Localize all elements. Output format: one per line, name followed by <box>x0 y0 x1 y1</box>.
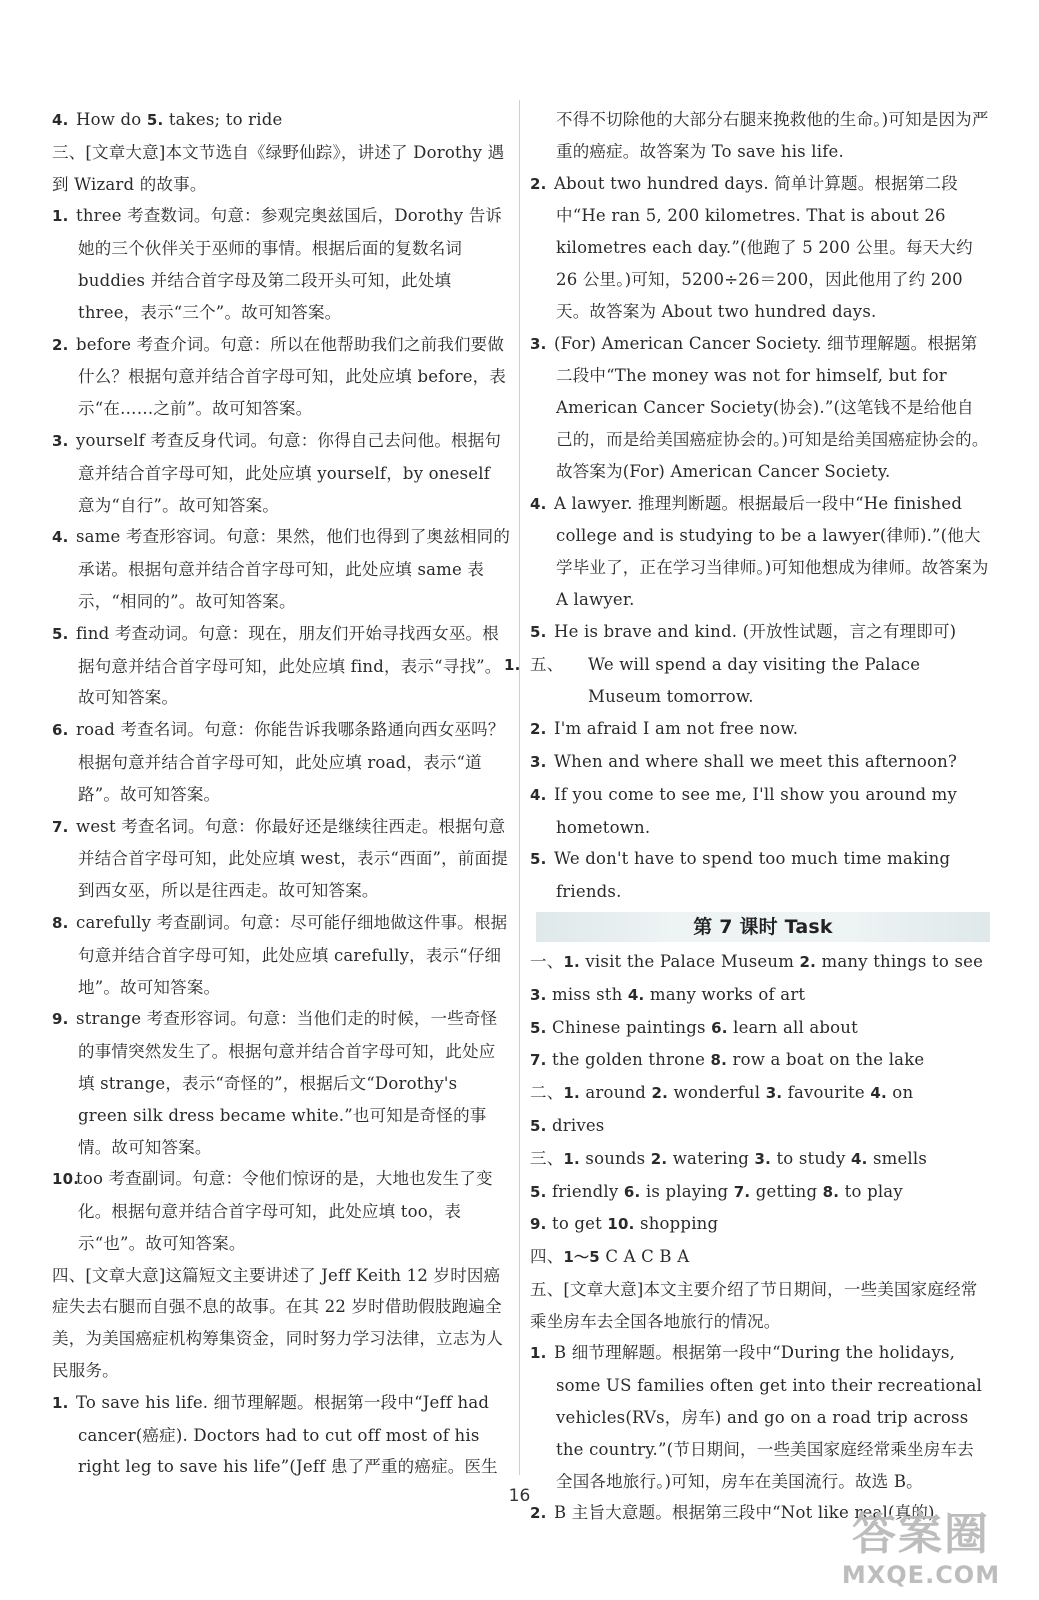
answer-item: 9. strange 考查形容词。句意：当他们走的时候，一些奇怪的事情突然发生了。根据句意并结合首字母可知，此处应填 strange，表示“奇怪的”，根据后文“Dorothy's green silk dress became white.”也可知是奇怪的事情。故可知答案。 <box>52 1009 498 1157</box>
answer-item: 5. We don't have to spend too much time making friends. <box>530 849 951 902</box>
answer-line: 二、1. around 2. wonderful 3. favourite 4. on <box>530 1083 914 1103</box>
answer-line: 9. to get 10. shopping <box>530 1214 719 1234</box>
answer-item: 10.too 考查副词。句意：令他们惊讶的是，大地也发生了变化。根据句意并结合首字母可知，此处应填 too，表示“也”。故可知答案。 <box>52 1169 493 1253</box>
lesson-banner: 第 7 课时 Task <box>536 912 990 942</box>
answer-item: 3. When and where shall we meet this afternoon? <box>530 751 958 771</box>
watermark-logo <box>821 1508 1021 1594</box>
answer-item: 8. carefully 考查副词。句意：尽可能仔细地做这件事。根据句意并结合首字母可知，此处应填 carefully，表示“仔细地”。故可知答案。 <box>52 912 508 997</box>
answer-line: 5. drives <box>530 1115 605 1135</box>
answer-item: 7. west 考查名词。句意：你最好还是继续往西走。根据句意并结合首字母可知，此处应填 west，表示“西面”，前面提到西女巫，所以是往西走。故可知答案。 <box>52 816 508 901</box>
answer-item: 1. three 考查数词。句意：参观完奥兹国后，Dorothy 告诉她的三个伙伴关于巫师的事情。根据后面的复数名词 buddies 并结合首字母及第二段开头可知，此处填 three，表示“三个”。故可知答案。 <box>52 206 503 322</box>
answer-line: 5. Chinese paintings 6. learn all about <box>530 1017 858 1037</box>
left-column <box>52 104 512 1483</box>
section-summary: 三、[文章大意]本文节选自《绿野仙踪》，讲述了 Dorothy 遇到 Wizard 的故事。 <box>52 142 505 194</box>
answer-item: 3. yourself 考查反身代词。句意：你得自己去问他。根据句意并结合首字母可知，此处应填 yourself，by oneself 意为“自行”。故可知答案。 <box>52 430 502 515</box>
section-summary: 四、[文章大意]这篇短文主要讲述了 Jeff Keith 12 岁时因癌症失去右腿而自强不息的故事。在其 22 岁时借助假肢跑遍全美，为美国癌症机构筹集资金，同时努力学习法律，立志为人民服务。 <box>52 1265 503 1381</box>
answer-line: 三、1. sounds 2. watering 3. to study 4. smells <box>530 1148 928 1168</box>
answer-continuation: 不得不切除他的大部分右腿来挽救他的生命。)可知是因为严重的癌症。故答案为 To save his life. <box>556 110 989 161</box>
watermark-text: 答案圈 <box>852 1509 990 1560</box>
answer-line: 四、1～5 C A C B A <box>530 1247 690 1267</box>
answer-line: 5. friendly 6. is playing 7. getting 8. to play <box>530 1181 903 1201</box>
answer-item: 1. B 细节理解题。根据第一段中“During the holidays, some US families often get into their recreational vehicles(RVs，房车) and go on a road trip across the country.”(节日期间，一些美国家庭经常乘坐房车去全国各地旅行。)可知，房车在美国流行。故选 B。 <box>530 1343 983 1491</box>
column-divider <box>519 100 520 1475</box>
answer-line: 7. the golden throne 8. row a boat on the lake <box>530 1050 925 1070</box>
answer-item: 2. I'm afraid I am not free now. <box>530 719 799 739</box>
answer-item: 2. B 主旨大意题。根据第三段中“Not like real(真的) <box>530 1503 935 1523</box>
answer-item: 5. He is brave and kind. (开放性试题，言之有理即可) <box>530 621 957 641</box>
answer-item: 4. A lawyer. 推理判断题。根据最后一段中“He finished college and is studying to be a lawyer(律师).”(他大学毕业了，正在学习当律师。)可知他想成为律师。故答案为 A lawyer. <box>530 493 989 609</box>
answer-item: 5. find 考查动词。句意：现在，朋友们开始寻找西女巫。根据句意并结合首字母可知，此处应填 find，表示“寻找”。故可知答案。 <box>52 623 502 708</box>
section-summary: 五、[文章大意]本文主要介绍了节日期间，一些美国家庭经常乘坐房车去全国各地旅行的情况。 <box>530 1279 978 1331</box>
answer-line: 4. How do 5. takes; to ride <box>52 110 283 129</box>
answer-item: 6. road 考查名词。句意：你能告诉我哪条路通向西女巫吗？根据句意并结合首字母可知，此处应填 road，表示“道路”。故可知答案。 <box>52 720 505 804</box>
answer-item: 2. About two hundred days. 简单计算题。根据第二段中“He ran 5, 200 kilometres. That is about 26 kilometres each day.”(他跑了 5 200 公里。每天大约 26 公里。)可知，5200÷26＝200，因此他用了约 200 天。故答案为 About two hundred days. <box>530 173 973 321</box>
answer-item: 2. before 考查介词。句意：所以在他帮助我们之前我们要做什么？根据句意并结合首字母可知，此处应填 before，表示“在……之前”。故可知答案。 <box>52 334 507 419</box>
answer-item: 4. If you come to see me, I'll show you around my hometown. <box>530 784 958 837</box>
watermark-url: MXQE.COM <box>841 1561 1001 1589</box>
answer-item: 五、1. We will spend a day visiting the Palace Museum tomorrow. <box>504 654 921 707</box>
page-number: 16 <box>508 1486 531 1506</box>
answer-item: 1. To save his life. 细节理解题。根据第一段中“Jeff had cancer(癌症). Doctors had to cut off most of his right leg to save his life”(Jeff 患了严重的癌症。医生 <box>52 1392 498 1477</box>
answer-item: 4. same 考查形容词。句意：果然，他们也得到了奥兹相同的承诺。根据句意并结合首字母可知，此处应填 same 表示，“相同的”。故可知答案。 <box>52 527 511 611</box>
answer-item: 3. (For) American Cancer Society. 细节理解题。根据第二段中“The money was not for himself, but for American Cancer Society(协会).”(这笔钱不是给他自己的，而是给美国癌症协会的。)可知是给美国癌症协会的。故答案为(For) American Cancer Society. <box>530 333 989 481</box>
answer-line: 3. miss sth 4. many works of art <box>530 984 806 1004</box>
answer-line: 一、1. visit the Palace Museum 2. many things to see <box>530 951 984 971</box>
